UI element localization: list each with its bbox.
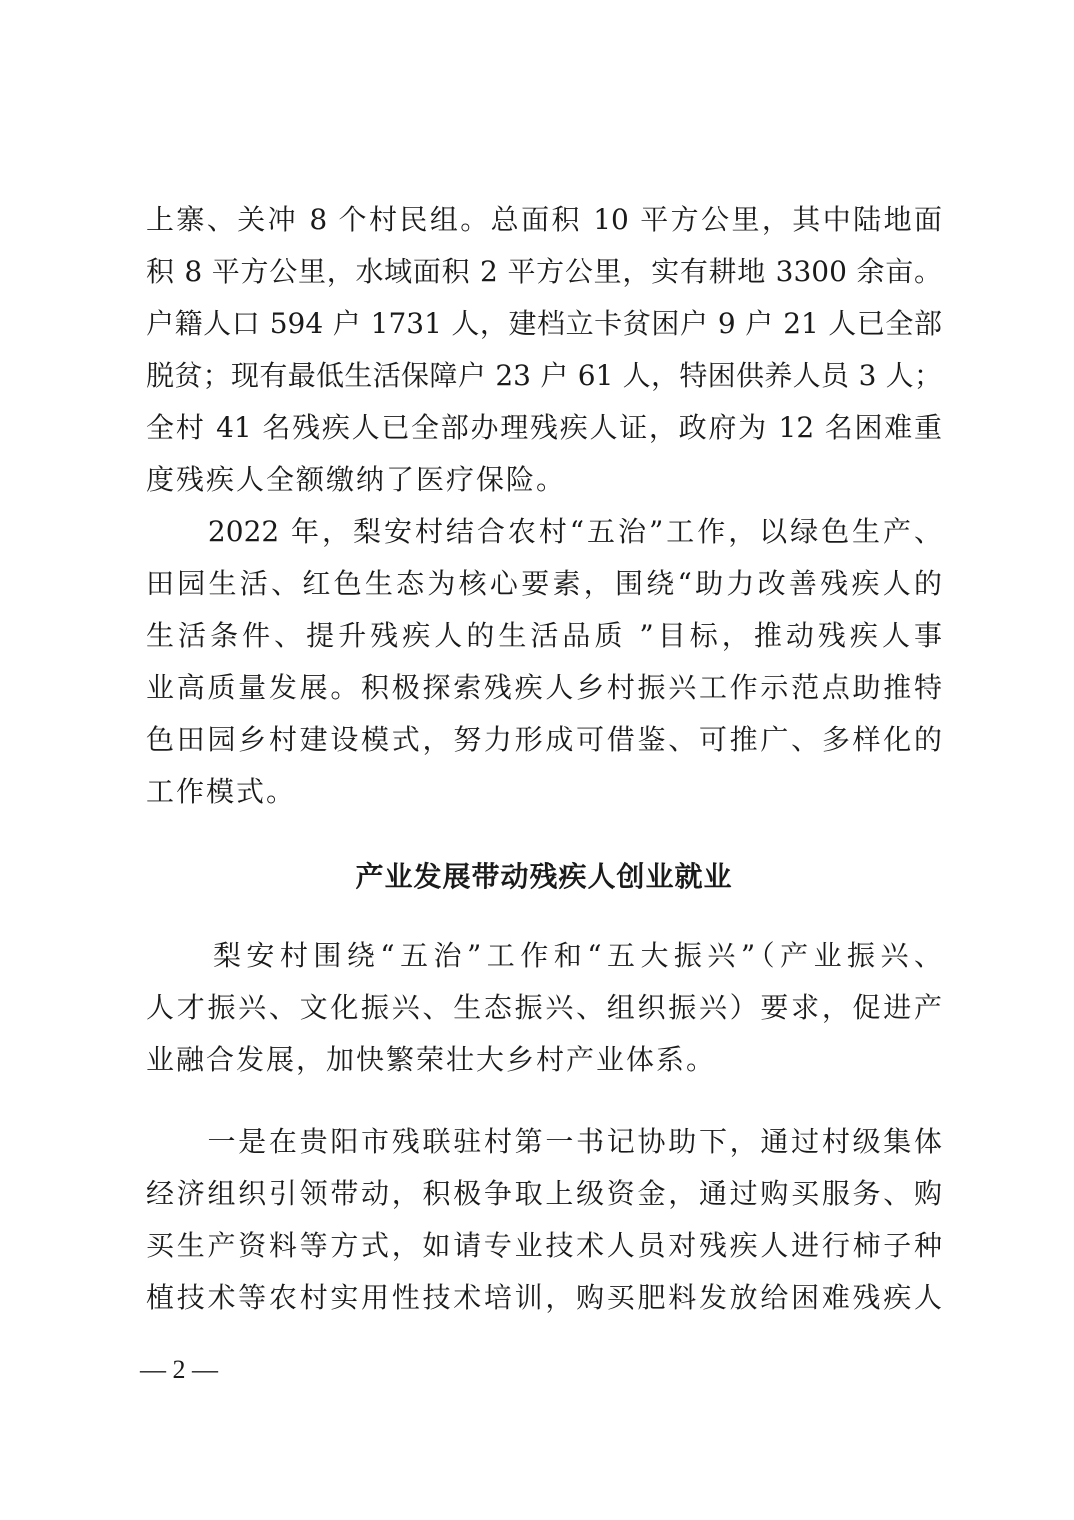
paragraph-3-line-1: 梨安村围绕“五治”工作和“五大振兴”（产业振兴、 — [146, 939, 942, 972]
paragraph-4-line-4: 植技术等农村实用性技术培训，购买肥料发放给困难残疾人 — [146, 1281, 942, 1314]
section-heading: 产业发展带动残疾人创业就业 — [355, 860, 733, 893]
paragraph-1-line-4: 脱贫；现有最低生活保障户 23 户 61 人，特困供养人员 3 人； — [146, 359, 942, 392]
paragraph-1-line-3: 户籍人口 594 户 1731 人，建档立卡贫困户 9 户 21 人已全部 — [146, 307, 942, 340]
paragraph-2-line-6: 工作模式。 — [146, 775, 297, 808]
paragraph-1-line-6: 度残疾人全额缴纳了医疗保险。 — [146, 463, 567, 496]
paragraph-2-line-4: 业高质量发展。积极探索残疾人乡村振兴工作示范点助推特 — [146, 671, 942, 704]
paragraph-1-line-1: 上寨、关冲 8 个村民组。总面积 10 平方公里，其中陆地面 — [146, 203, 942, 236]
paragraph-1-line-2: 积 8 平方公里，水域面积 2 平方公里，实有耕地 3300 余亩。 — [146, 255, 942, 288]
paragraph-1-line-5: 全村 41 名残疾人已全部办理残疾人证，政府为 12 名困难重 — [146, 411, 942, 444]
paragraph-3-line-3: 业融合发展，加快繁荣壮大乡村产业体系。 — [146, 1043, 717, 1076]
paragraph-4-line-2: 经济组织引领带动，积极争取上级资金，通过购买服务、购 — [146, 1177, 942, 1210]
paragraph-2-line-3: 生活条件、提升残疾人的生活品质 ”目标，推动残疾人事 — [146, 619, 942, 652]
paragraph-4-line-3: 买生产资料等方式，如请专业技术人员对残疾人进行柿子种 — [146, 1229, 942, 1262]
paragraph-2-line-2: 田园生活、红色生态为核心要素，围绕“助力改善残疾人的 — [146, 567, 942, 600]
page-number: — 2 — — [140, 1355, 218, 1384]
paragraph-4-line-1: 一是在贵阳市残联驻村第一书记协助下，通过村级集体 — [146, 1125, 942, 1158]
paragraph-2-line-5: 色田园乡村建设模式，努力形成可借鉴、可推广、多样化的 — [146, 723, 942, 756]
paragraph-2-line-1: 2022 年，梨安村结合农村“五治”工作，以绿色生产、 — [146, 515, 942, 548]
paragraph-3-line-2: 人才振兴、文化振兴、生态振兴、组织振兴）要求，促进产 — [146, 991, 942, 1024]
